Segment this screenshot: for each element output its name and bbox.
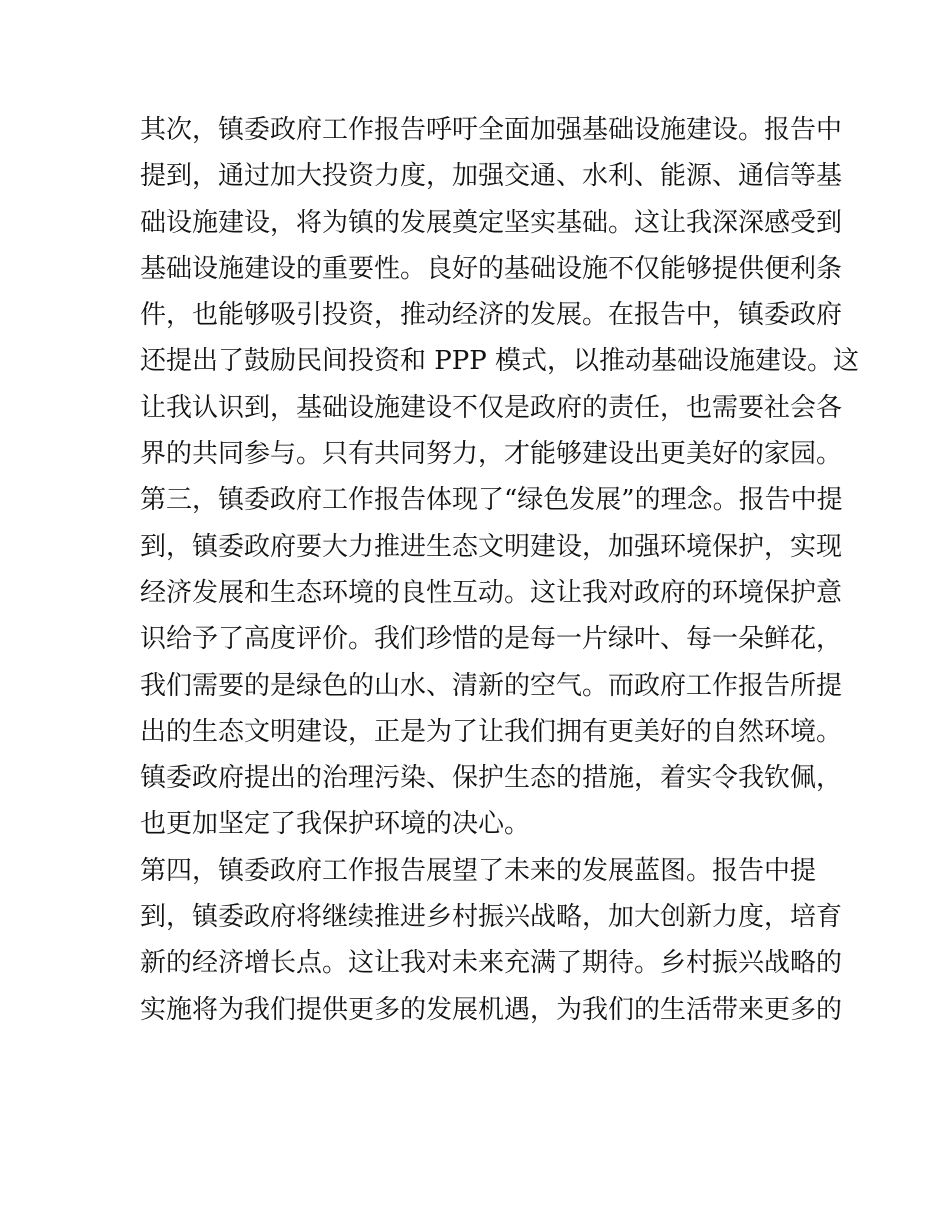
text-line: 出的生态文明建设，正是为了让我们拥有更美好的自然环境。 xyxy=(140,716,843,747)
text-line: 界的共同参与。只有共同努力，才能够建设出更美好的家园。 xyxy=(140,439,843,470)
text-line: 还提出了鼓励民间投资和 PPP 模式，以推动基础设施建设。这 xyxy=(140,346,860,377)
text-line: 我们需要的是绿色的山水、清新的空气。而政府工作报告所提 xyxy=(140,670,843,701)
text-line: 让我认识到，基础设施建设不仅是政府的责任，也需要社会各 xyxy=(140,392,843,423)
text-line: 镇委政府提出的治理污染、保护生态的措施，着实令我钦佩， xyxy=(140,763,843,794)
text-line: 件，也能够吸引投资，推动经济的发展。在报告中，镇委政府 xyxy=(140,300,843,331)
text-line: 实施将为我们提供更多的发展机遇，为我们的生活带来更多的 xyxy=(140,994,843,1025)
body-text xyxy=(140,107,860,1033)
text-line: 到，镇委政府要大力推进生态文明建设，加强环境保护，实现 xyxy=(140,531,843,562)
text-line: 经济发展和生态环境的良性互动。这让我对政府的环境保护意 xyxy=(140,577,843,608)
text-line: 新的经济增长点。这让我对未来充满了期待。乡村振兴战略的 xyxy=(140,948,843,979)
text-line: 提到，通过加大投资力度，加强交通、水利、能源、通信等基 xyxy=(140,161,843,192)
text-line: 基础设施建设的重要性。良好的基础设施不仅能够提供便利条 xyxy=(140,253,843,284)
text-line: 第三，镇委政府工作报告体现了“绿色发展”的理念。报告中提 xyxy=(140,485,843,516)
text-line: 础设施建设，将为镇的发展奠定坚实基础。这让我深深感受到 xyxy=(140,207,843,238)
text-line: 识给予了高度评价。我们珍惜的是每一片绿叶、每一朵鲜花， xyxy=(140,624,843,655)
text-line: 也更加坚定了我保护环境的决心。 xyxy=(140,809,531,840)
text-line: 其次，镇委政府工作报告呼吁全面加强基础设施建设。报告中 xyxy=(140,115,843,145)
text-line: 第四，镇委政府工作报告展望了未来的发展蓝图。报告中提 xyxy=(140,855,817,886)
text-line: 到，镇委政府将继续推进乡村振兴战略，加大创新力度，培育 xyxy=(140,902,843,933)
